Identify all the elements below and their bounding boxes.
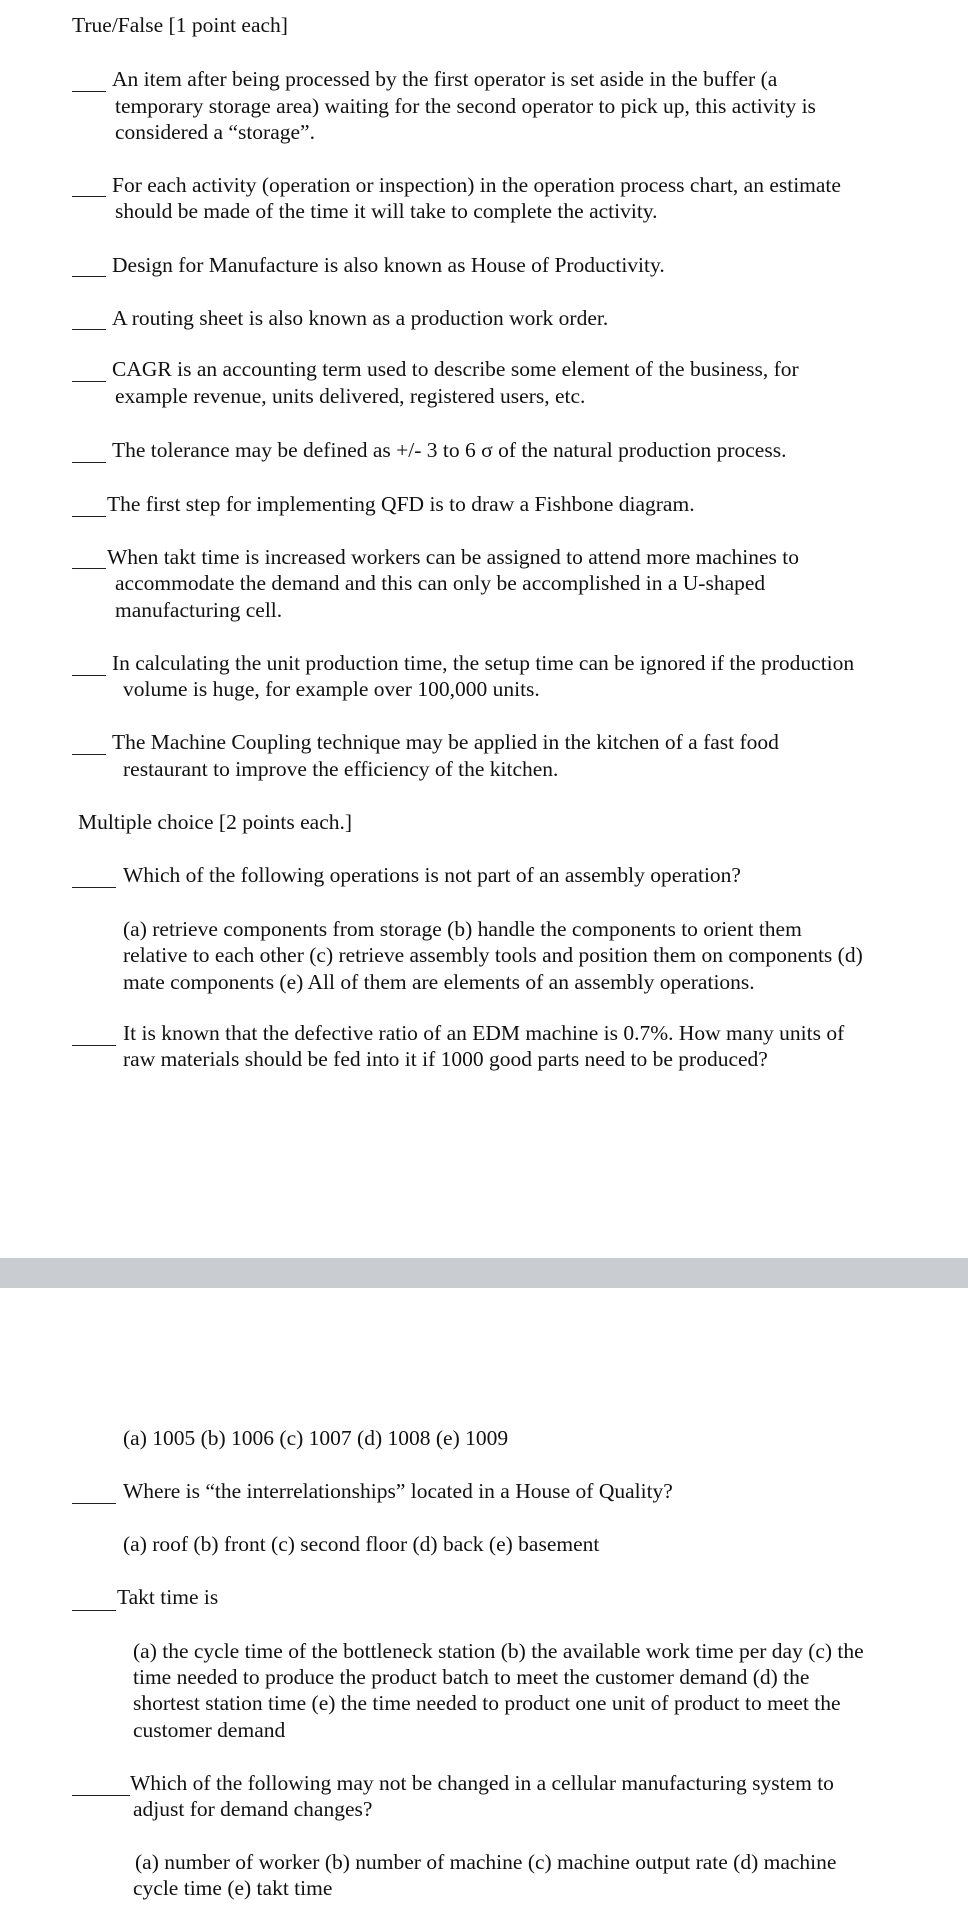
tf7-line-1: The first step for implementing QFD is to draw a Fishbone diagram. [107,492,695,516]
tf4-line-1: A routing sheet is also known as a production work order. [112,306,609,330]
answer-blank[interactable] [72,381,106,382]
answer-blank[interactable] [72,1610,116,1611]
answer-blank[interactable] [72,1503,116,1504]
answer-blank[interactable] [72,276,106,277]
mc1-options-line-3: mate components (e) All of them are elements of an assembly operations. [123,970,755,994]
mc3-options: (a) roof (b) front (c) second floor (d) back (e) basement [123,1532,600,1556]
answer-blank[interactable] [72,675,106,676]
tf8-line-2: accommodate the demand and this can only be accomplished in a U-shaped [115,571,766,595]
mc1-options-line-2: relative to each other (c) retrieve assembly tools and position them on components (d) [123,943,863,967]
mc1-options-line-1: (a) retrieve components from storage (b) handle the components to orient them [123,917,802,941]
tf1-line-3: considered a “storage”. [115,120,315,144]
mc2-options: (a) 1005 (b) 1006 (c) 1007 (d) 1008 (e) 1009 [123,1426,509,1450]
mc2-line-2: raw materials should be fed into it if 1000 good parts need to be produced? [123,1047,768,1071]
tf10-line-1: The Machine Coupling technique may be applied in the kitchen of a fast food [112,730,779,754]
mc3-question: Where is “the interrelationships” located in a House of Quality? [123,1479,673,1503]
mc1-question: Which of the following operations is not part of an assembly operation? [123,863,741,887]
mc2-line-1: It is known that the defective ratio of an EDM machine is 0.7%. How many units of [123,1021,845,1045]
mc4-options-line-1: (a) the cycle time of the bottleneck station (b) the available work time per day (c) the [133,1639,864,1663]
tf1-line-1: An item after being processed by the first operator is set aside in the buffer (a [112,67,778,91]
mc4-question: Takt time is [117,1585,219,1609]
tf9-line-2: volume is huge, for example over 100,000 units. [123,677,540,701]
mc4-options-line-3: shortest station time (e) the time needed to product one unit of product to meet the [133,1691,841,1715]
answer-blank[interactable] [72,1045,116,1046]
multiple-choice-heading: Multiple choice [2 points each.] [78,810,353,834]
tf2-line-1: For each activity (operation or inspection) in the operation process chart, an estimate [112,173,841,197]
tf8-line-1: When takt time is increased workers can be assigned to attend more machines to [107,545,799,569]
tf1-line-2: temporary storage area) waiting for the second operator to pick up, this activity is [115,94,816,118]
tf5-line-2: example revenue, units delivered, registered users, etc. [115,384,586,408]
tf8-line-3: manufacturing cell. [115,598,283,622]
mc5-line-1: Which of the following may not be changed in a cellular manufacturing system to [130,1771,834,1795]
answer-blank[interactable] [72,516,106,517]
answer-blank[interactable] [72,568,106,569]
mc4-options-line-4: customer demand [133,1718,286,1742]
tf9-line-1: In calculating the unit production time, the setup time can be ignored if the production [112,651,855,675]
mc5-options-line-2: cycle time (e) takt time [133,1876,333,1900]
answer-blank[interactable] [72,462,106,463]
tf3-line-1: Design for Manufacture is also known as House of Productivity. [112,253,665,277]
mc5-options-line-1: (a) number of worker (b) number of machine (c) machine output rate (d) machine [135,1850,837,1874]
answer-blank[interactable] [72,91,106,92]
tf6-line-1: The tolerance may be defined as +/- 3 to 6 σ of the natural production process. [112,438,787,462]
mc5-line-2: adjust for demand changes? [133,1797,373,1821]
answer-blank[interactable] [72,754,106,755]
page-divider [0,1258,968,1288]
answer-blank[interactable] [72,1795,130,1796]
mc4-options-line-2: time needed to produce the product batch to meet the customer demand (d) the [133,1665,810,1689]
tf10-line-2: restaurant to improve the efficiency of the kitchen. [123,757,559,781]
true-false-heading: True/False [1 point each] [72,13,288,37]
answer-blank[interactable] [72,196,106,197]
answer-blank[interactable] [72,887,116,888]
tf5-line-1: CAGR is an accounting term used to describe some element of the business, for [112,357,799,381]
answer-blank[interactable] [72,329,106,330]
tf2-line-2: should be made of the time it will take to complete the activity. [115,199,658,223]
